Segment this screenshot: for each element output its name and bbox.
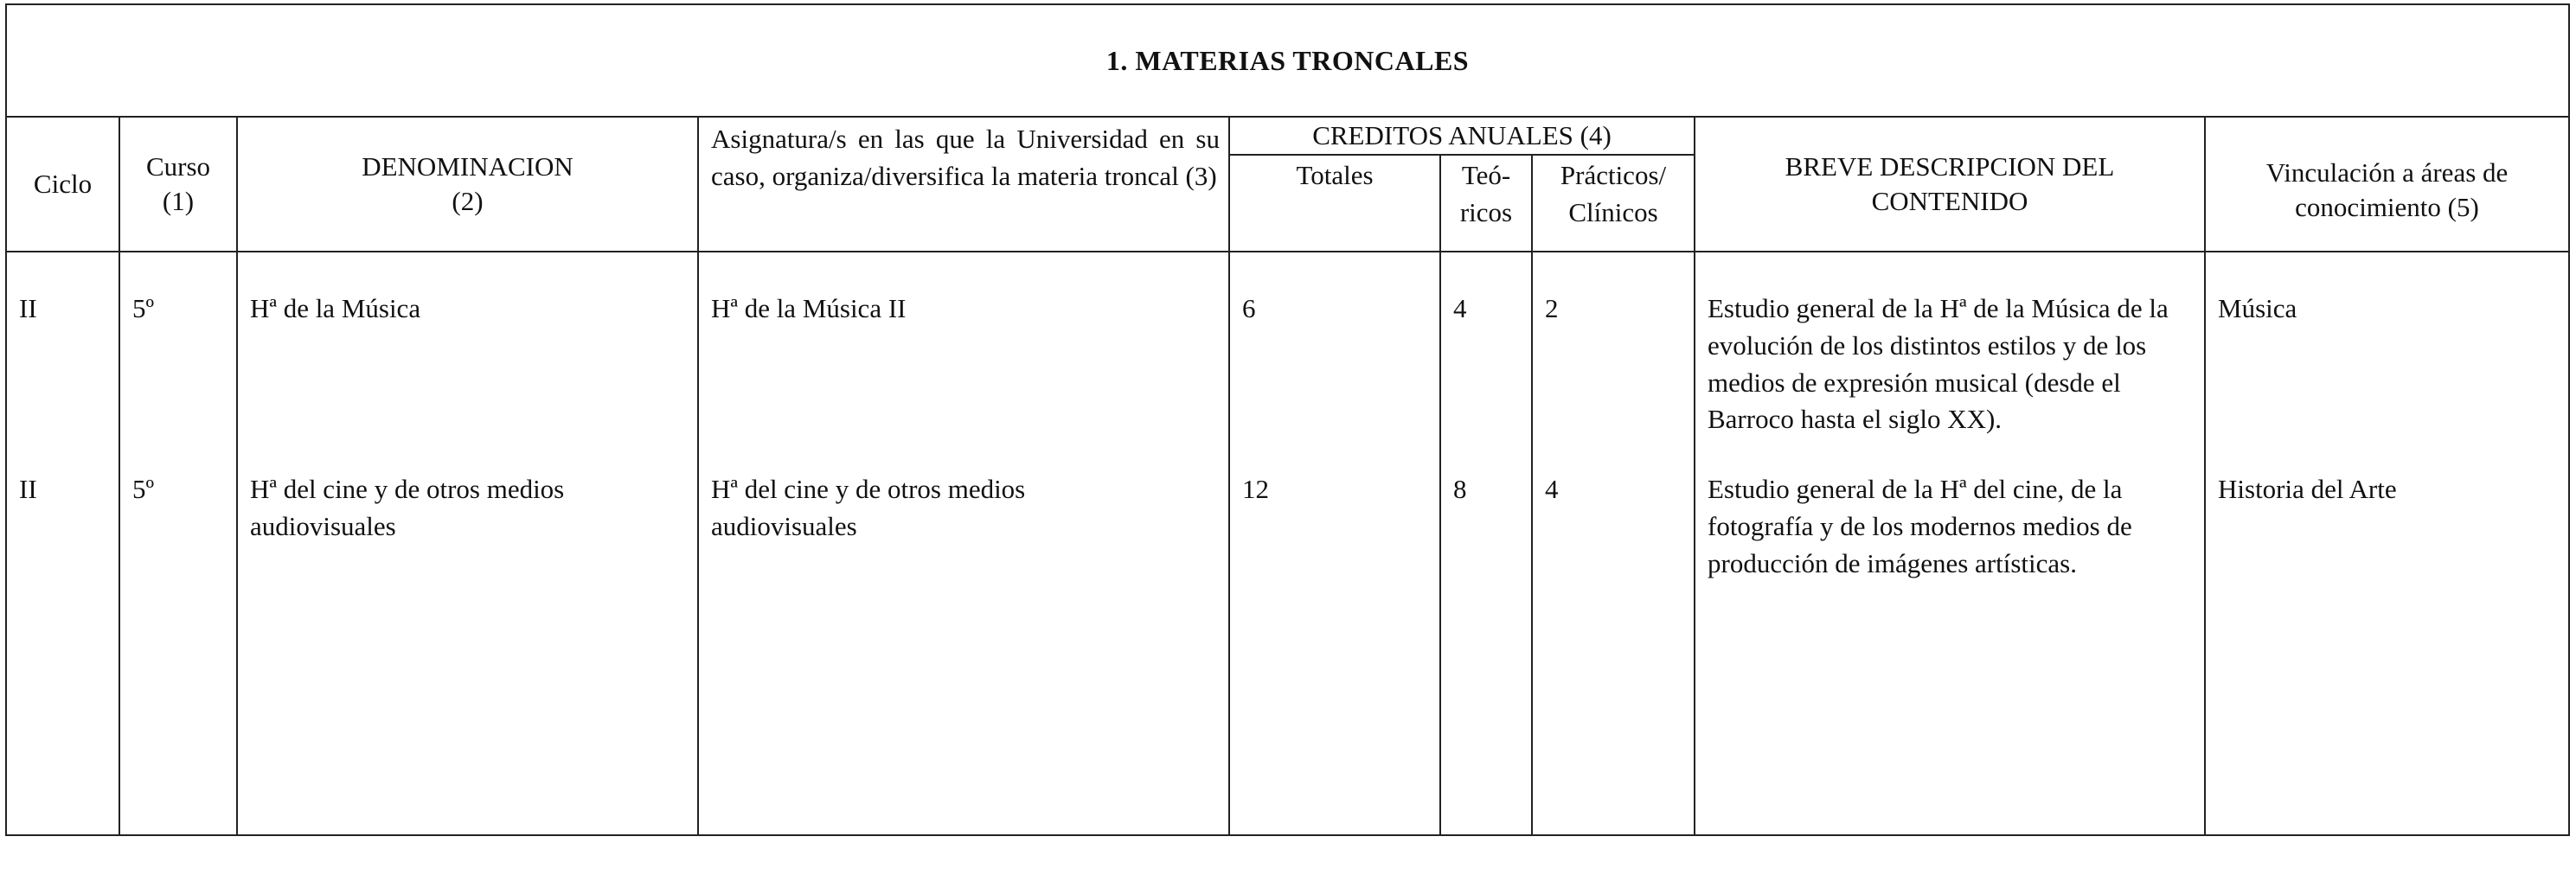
header-teoricos-line2: ricos — [1459, 196, 1513, 227]
header-ciclo-label: Ciclo — [33, 168, 93, 199]
cell-denominacion: Hª del cine y de otros medios audiovisuales — [237, 438, 698, 835]
cell-ciclo: II — [6, 438, 119, 835]
cell-asignatura: Hª de la Música II — [698, 252, 1229, 438]
materias-troncales-table — [5, 3, 2570, 836]
cell-vinculacion: Música — [2205, 252, 2569, 438]
cell-ciclo: II — [6, 252, 119, 438]
header-vinculacion-line1: Vinculación a áreas de — [2265, 156, 2509, 188]
cell-denominacion: Hª de la Música — [237, 252, 698, 438]
header-teoricos — [1440, 155, 1532, 252]
header-descripcion — [1695, 117, 2205, 252]
header-descripcion-line2: CONTENIDO — [1871, 186, 2028, 216]
cell-totales: 6 — [1229, 252, 1440, 438]
header-curso-label: Curso — [145, 150, 211, 182]
header-practicos — [1532, 155, 1695, 252]
header-creditos-anuales: CREDITOS ANUALES (4) — [1229, 117, 1695, 155]
header-curso — [119, 117, 237, 252]
cell-curso: 5º — [119, 438, 237, 835]
cell-totales: 12 — [1229, 438, 1440, 835]
header-denominacion-note: (2) — [452, 186, 484, 216]
cell-practicos: 4 — [1532, 438, 1695, 835]
header-curso-note: (1) — [162, 186, 195, 216]
header-practicos-line1: Prácticos/ — [1560, 160, 1667, 190]
header-vinculacion — [2205, 117, 2569, 252]
cell-vinculacion: Historia del Arte — [2205, 438, 2569, 835]
table-title: 1. MATERIAS TRONCALES — [6, 4, 2569, 117]
header-vinculacion-line2: conocimiento (5) — [2295, 192, 2479, 222]
cell-curso: 5º — [119, 252, 237, 438]
header-practicos-line2: Clínicos — [1568, 196, 1658, 227]
header-denominacion — [237, 117, 698, 252]
header-asignatura: Asignatura/s en las que la Universidad en su caso, organiza/diversifica la materia troncal (3) — [698, 117, 1229, 252]
title-row — [6, 4, 2569, 117]
table-row — [6, 252, 2569, 438]
header-teoricos-line1: Teó- — [1461, 160, 1511, 190]
cell-descripcion: Estudio general de la Hª de la Música de la evolución de los distintos estilos y de los medios de expresión musical (desde el Barroco hasta el siglo XX). — [1695, 252, 2205, 438]
header-ciclo — [6, 117, 119, 252]
cell-teoricos: 8 — [1440, 438, 1532, 835]
header-totales: Totales — [1229, 155, 1440, 252]
header-descripcion-line1: BREVE DESCRIPCION DEL — [1785, 150, 2115, 182]
table-row — [6, 438, 2569, 835]
curriculum-table-sheet — [5, 3, 2568, 888]
cell-descripcion: Estudio general de la Hª del cine, de la fotografía y de los modernos medios de producción de imágenes artísticas. — [1695, 438, 2205, 835]
header-denominacion-label: DENOMINACION — [362, 150, 574, 182]
header-row-1 — [6, 117, 2569, 155]
cell-teoricos: 4 — [1440, 252, 1532, 438]
cell-asignatura: Hª del cine y de otros medios audiovisuales — [698, 438, 1229, 835]
cell-practicos: 2 — [1532, 252, 1695, 438]
